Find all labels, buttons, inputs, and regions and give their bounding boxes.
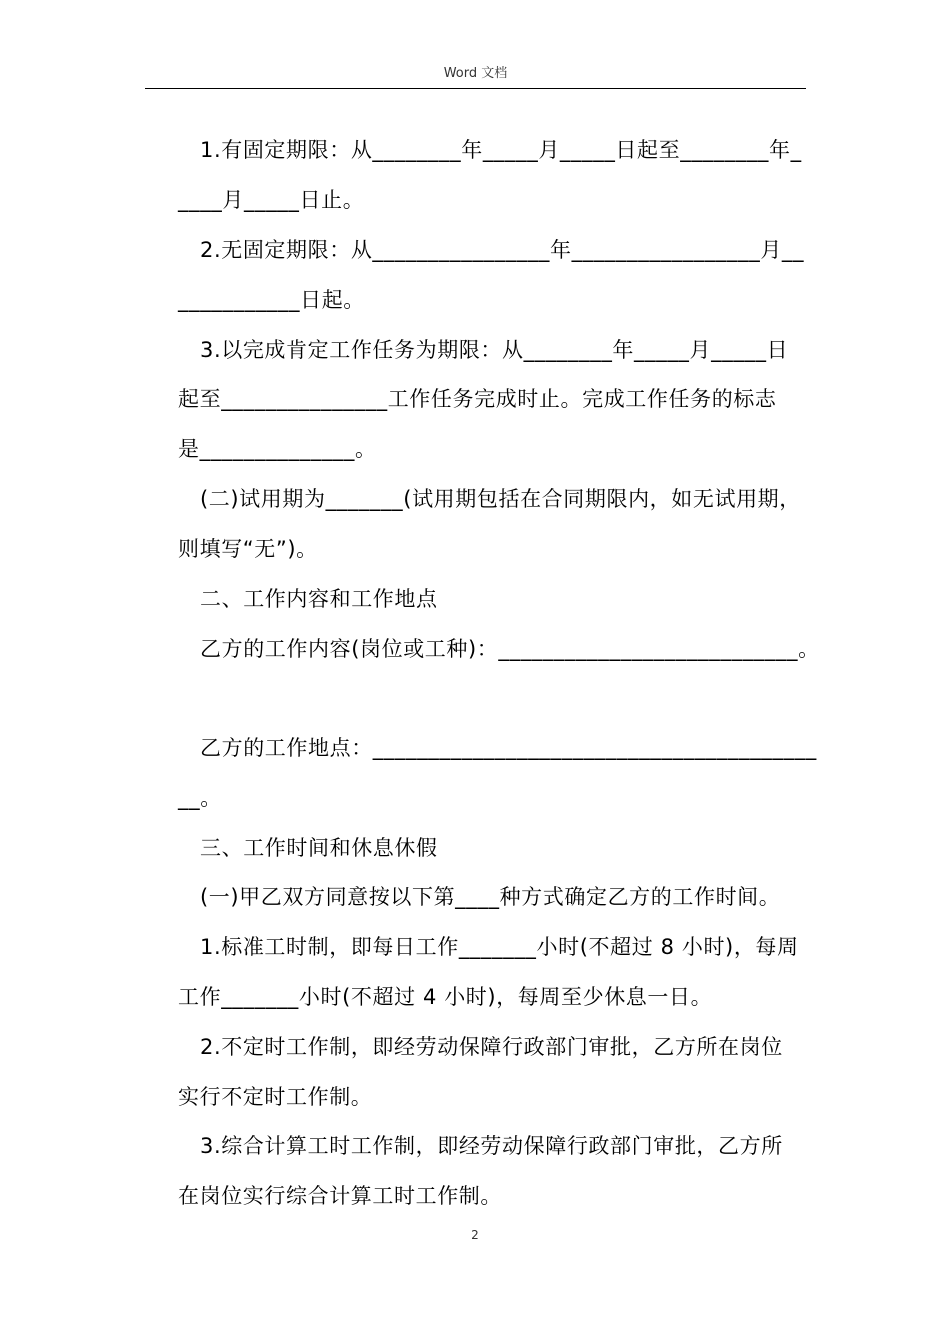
paragraph-line: 在岗位实行综合计算工时工作制。 [178,1184,502,1208]
paragraph-line: 1.标准工时制，即每日工作_______小时(不超过 8 小时)，每周 [200,935,799,959]
section-heading: 三、工作时间和休息休假 [200,836,438,860]
paragraph-line: 工作_______小时(不超过 4 小时)，每周至少休息一日。 [178,985,713,1009]
section-heading: 二、工作内容和工作地点 [200,587,438,611]
paragraph-line: 则填写“无”)。 [178,537,318,561]
paragraph-line: 3.以完成肯定工作任务为期限：从________年_____月_____日 [200,338,789,362]
paragraph-line: 2.不定时工作制，即经劳动保障行政部门审批，乙方所在岗位 [200,1035,783,1059]
header-title: Word 文档 [443,66,508,81]
paragraph-line: 是______________。 [178,437,377,461]
paragraph-line: 2.无固定期限：从________________年_________________月__ [200,238,805,262]
paragraph-line: 乙方的工作地点：________________________________________ [200,736,817,760]
paragraph-line: 乙方的工作内容(岗位或工种)：___________________________。 [200,637,820,661]
paragraph-line: __。 [178,786,222,810]
paragraph-line: (二)试用期为_______(试用期包括在合同期限内，如无试用期， [200,487,801,511]
paragraph-line: 1.有固定期限：从________年_____月_____日起至________年_ [200,138,802,162]
paragraph-line: 实行不定时工作制。 [178,1085,373,1109]
page-number: 2 [471,1228,479,1242]
paragraph-line: ___________日起。 [178,288,365,312]
page-header [145,60,806,89]
paragraph-line: 3.综合计算工时工作制，即经劳动保障行政部门审批，乙方所 [200,1134,783,1158]
paragraph-line: ____月_____日止。 [178,188,365,212]
paragraph-line: 起至_______________工作任务完成时止。完成工作任务的标志 [178,387,777,411]
paragraph-line: (一)甲乙双方同意按以下第____种方式确定乙方的工作时间。 [200,885,781,909]
